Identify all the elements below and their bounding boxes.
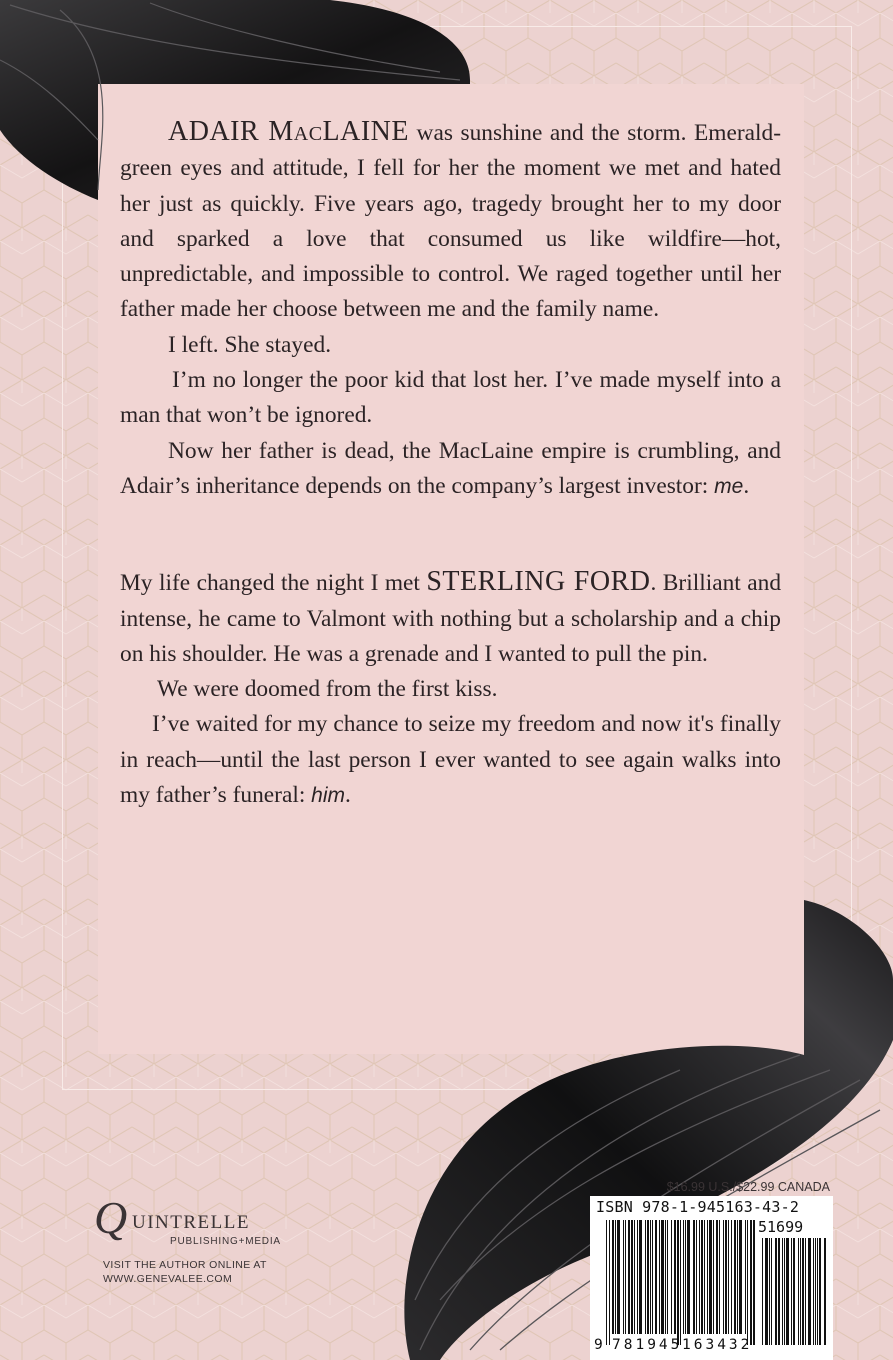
- barcode-bar: [747, 1220, 748, 1345]
- blurb-paragraph: I left. She stayed.: [168, 331, 332, 358]
- barcode-bar: [674, 1220, 676, 1334]
- barcode-bar: [750, 1220, 752, 1345]
- paragraph-text: I’ve waited for my chance to seize my freedom and now it's finally in reach—until the last person I ever wanted to see again walks into my father’s funeral:: [120, 711, 781, 809]
- barcode-addon-bar: [813, 1238, 814, 1345]
- barcode-addon-bar: [793, 1238, 795, 1345]
- barcode-bar: [701, 1220, 703, 1334]
- visit-line: VISIT THE AUTHOR ONLINE AT: [103, 1259, 267, 1271]
- barcode-addon-bar: [786, 1238, 789, 1345]
- barcode-addon-bar: [819, 1238, 821, 1345]
- barcode-bar: [609, 1220, 610, 1345]
- barcode-addon-bar: [771, 1238, 772, 1345]
- barcode-bar: [734, 1220, 736, 1334]
- barcode-bar: [696, 1220, 697, 1334]
- barcode-bar: [628, 1220, 630, 1334]
- barcode-addon-bar: [765, 1238, 768, 1345]
- blurb-paragraph: I’m no longer the poor kid that lost her. I’ve made myself into a man that won’t be ignored.: [120, 367, 781, 429]
- barcode-bar: [709, 1220, 712, 1334]
- barcode-bar: [637, 1220, 638, 1334]
- barcode-bar: [693, 1220, 695, 1334]
- barcode-bar: [739, 1220, 742, 1334]
- barcode-bar: [685, 1220, 686, 1334]
- barcode-bar: [725, 1220, 727, 1334]
- publisher-tagline: PUBLISHING+MEDIA: [170, 1236, 281, 1247]
- barcode-bar: [639, 1220, 642, 1334]
- barcode-digit-group-left: 781945: [612, 1337, 683, 1353]
- barcode-bars: [594, 1220, 829, 1352]
- barcode-addon-bar: [791, 1238, 792, 1345]
- barcode-digit-prefix: 9: [594, 1337, 603, 1353]
- barcode-bar: [719, 1220, 720, 1334]
- barcode-bar: [716, 1220, 718, 1334]
- character-name-sterling: STERLING FORD: [426, 566, 651, 598]
- barcode-digit-group-right: 163432: [682, 1337, 753, 1353]
- barcode-addon-bar: [802, 1238, 804, 1345]
- barcode-addon-bar: [775, 1238, 777, 1345]
- barcode-bar: [680, 1220, 681, 1345]
- barcode-bar: [704, 1220, 705, 1334]
- barcode-addon-bar: [782, 1238, 783, 1345]
- barcode-addon-bar: [815, 1238, 816, 1345]
- author-website-note: [103, 1258, 267, 1286]
- paragraph-text: Now her father is dead, the MacLaine empire is crumbling, and Adair’s inheritance depends on the company’s largest investor:: [120, 437, 781, 499]
- website-url: WWW.GENEVALEE.COM: [103, 1273, 233, 1285]
- barcode-addon-bar: [769, 1238, 770, 1345]
- blurb-paragraph: [120, 564, 781, 672]
- character-name-adair: ADAIR MacLAINE: [168, 116, 410, 147]
- barcode-bar: [687, 1220, 690, 1334]
- barcode-bar: [753, 1220, 755, 1345]
- barcode-bar: [661, 1220, 664, 1334]
- price-addon-code: 51699: [758, 1218, 804, 1236]
- blurb-text: [120, 114, 781, 813]
- barcode-bar: [671, 1220, 672, 1334]
- paragraph-text: was sunshine and the storm. Emerald-green eyes and attitude, I fell for her the moment we met and hated her just as quickly. Five years ago, tragedy brought her to my door and sparked a love that consumed us like wildfire—hot, unpredictable, and impossible to control. We raged together until her father made her choose between me and the family name.: [120, 120, 781, 323]
- barcode-addon-bar: [762, 1238, 763, 1345]
- barcode-addon-bar: [808, 1238, 811, 1345]
- blurb-paragraph: We were doomed from the first kiss.: [157, 676, 498, 703]
- barcode-bar: [731, 1220, 732, 1334]
- barcode-bar: [647, 1220, 649, 1334]
- barcode-bar: [683, 1220, 684, 1334]
- barcode-bar: [617, 1220, 620, 1334]
- barcode-bar: [606, 1220, 607, 1345]
- barcode-addon-bar: [800, 1238, 801, 1345]
- barcode-addon-bar: [824, 1238, 826, 1345]
- barcode-bar: [623, 1220, 624, 1334]
- barcode-addon-bar: [798, 1238, 799, 1345]
- barcode-bar: [677, 1220, 679, 1345]
- barcode-bar: [699, 1220, 700, 1334]
- barcode-addon-bar: [778, 1238, 780, 1345]
- barcode-addon-bar: [805, 1238, 806, 1345]
- paragraph-text: . Brilliant and intense, he came to Valmont with nothing but a scholarship and a chip on his shoulder. He was a grenade and I wanted to pull the pin.: [120, 570, 782, 667]
- paragraph-text: My life changed the night I met: [120, 570, 427, 597]
- barcode-bar: [652, 1220, 653, 1334]
- barcode-bar: [650, 1220, 651, 1334]
- emphasis-text: me: [714, 474, 744, 498]
- price-label: $16.99 U.S./$22.99 CANADA: [666, 1180, 830, 1194]
- barcode-bar: [634, 1220, 635, 1334]
- barcode-addon-bar: [817, 1238, 818, 1345]
- paragraph-text: .: [345, 782, 351, 809]
- barcode-bar: [612, 1220, 614, 1334]
- barcode-bar: [659, 1220, 660, 1334]
- barcode-bar: [737, 1220, 738, 1334]
- emphasis-text: him: [311, 784, 346, 808]
- barcode-bar: [713, 1220, 714, 1334]
- blurb-paragraph: [120, 434, 781, 505]
- publisher-logo-mark: Q: [94, 1192, 128, 1243]
- barcode-bar: [625, 1220, 626, 1334]
- barcode-addon-bar: [784, 1238, 785, 1345]
- isbn-barcode: [590, 1196, 833, 1360]
- barcode-bar: [707, 1220, 708, 1334]
- barcode-bar: [723, 1220, 724, 1334]
- barcode-bar: [615, 1220, 616, 1334]
- barcode-bar: [667, 1220, 668, 1334]
- paragraph-text: .: [743, 472, 750, 499]
- publisher-name: UINTRELLE: [132, 1212, 250, 1233]
- blurb-paragraph: [120, 707, 781, 813]
- barcode-bar: [645, 1220, 646, 1334]
- barcode-bar: [631, 1220, 633, 1334]
- barcode-bar: [655, 1220, 657, 1334]
- barcode-bar: [745, 1220, 746, 1334]
- barcode-bar: [728, 1220, 729, 1334]
- isbn-label: ISBN 978-1-945163-43-2: [596, 1198, 800, 1216]
- blurb-paragraph: [120, 114, 781, 328]
- barcode-bar: [665, 1220, 666, 1334]
